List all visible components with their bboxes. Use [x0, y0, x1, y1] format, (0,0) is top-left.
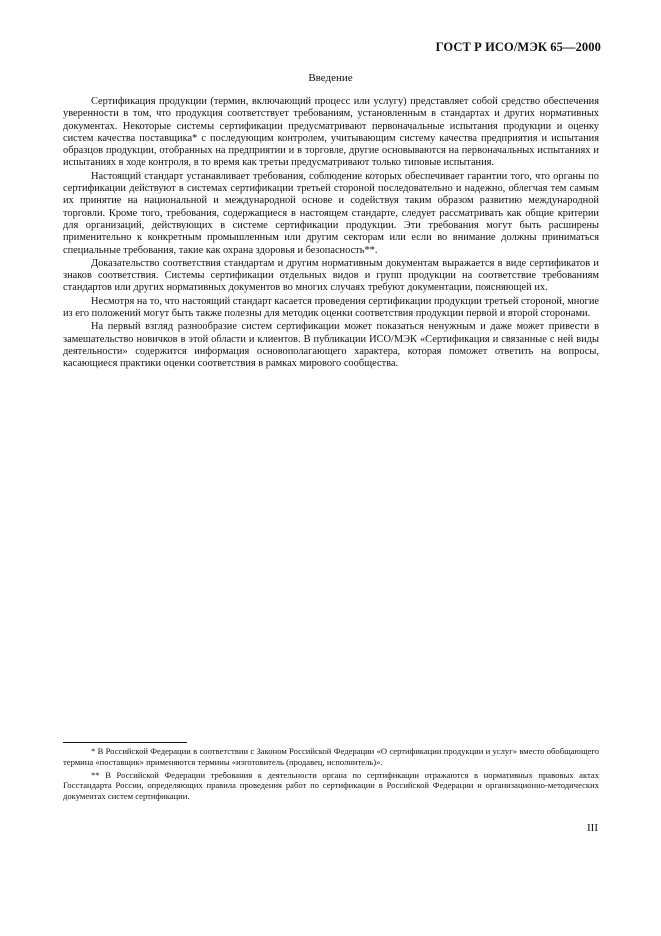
paragraph: На первый взгляд разнообразие систем сертификации может показаться ненужным и даже может привести в замешательство новичков в этой области и клиентов. В публикации ИСО/МЭК «Сертификация и связанные с ней виды деятельности» содержится информация основополагающего характера, которая поможет ответить на вопросы, касающиеся практики оценки соответствия в рамках мирового сообщества. [63, 321, 599, 370]
footnote: * В Российской Федерации в соответствии с Законом Российской Федерации «О сертификации продукции и услуг» вместо обобщающего термина «поставщик» применяются термины «изготовитель (продавец, исполнитель)». [63, 746, 599, 767]
section-title: Введение [308, 72, 353, 84]
paragraph: Настоящий стандарт устанавливает требования, соблюдение которых обеспечивает гарантии того, что органы по сертификации действуют в системах сертификации третьей стороной последовательно и надежно, облегчая тем самым их принятие на национальной и международной основе и содействуя таким образом развитию международной торговли. Кроме того, требования, содержащиеся в настоящем стандарте, следует рассматривать как общие критерии для организаций, действующих в системе сертификации продукции. Эти требования могут быть расширены применительно к конкретным промышленным или другим секторам или если во внимание должны приниматься специальные требования, такие как охрана здоровья и безопасность**. [63, 170, 599, 256]
footnote: ** В Российской Федерации требования к деятельности органа по сертификации отражаются в нормативных правовых актах Госстандарта России, определяющих правила проведения работ по сертификации в Российской Федерации и организационно-методических документах систем сертификации. [63, 769, 599, 802]
paragraph: Доказательство соответствия стандартам и другим нормативным документам выражается в виде сертификатов и знаков соответствия. Системы сертификации отдельных видов и групп продукции на соответствие требованиям стандартов или других нормативных документов во многих случаях требуют документации, поясняющей их. [63, 257, 599, 294]
paragraph: Сертификация продукции (термин, включающий процесс или услугу) представляет собой средство обеспечения уверенности в том, что продукция соответствует требованиям, установленным в стандартах и других нормативных документах. Некоторые системы сертификации предусматривают первоначальные испытания продукции и оценку систем качества поставщика* с последующим контролем, учитывающим систему качества предприятия и испытания образцов продукции, отобранных на предприятии и в торговле, другие основываются на первоначальных испытаниях и испытаниях в ходе контроля, в то время как третьи предусматривают только типовые испытания. [63, 96, 599, 169]
footnote-divider [63, 742, 187, 743]
paragraph: Несмотря на то, что настоящий стандарт касается проведения сертификации продукции третьей стороной, многие из его положений могут быть также полезны для методик оценки соответствия продукции первой и второй сторонами. [63, 295, 599, 320]
page-number: III [587, 822, 598, 834]
standard-code-header: ГОСТ Р ИСО/МЭК 65—2000 [435, 40, 601, 54]
footnotes [63, 746, 599, 804]
body-text [63, 96, 599, 372]
